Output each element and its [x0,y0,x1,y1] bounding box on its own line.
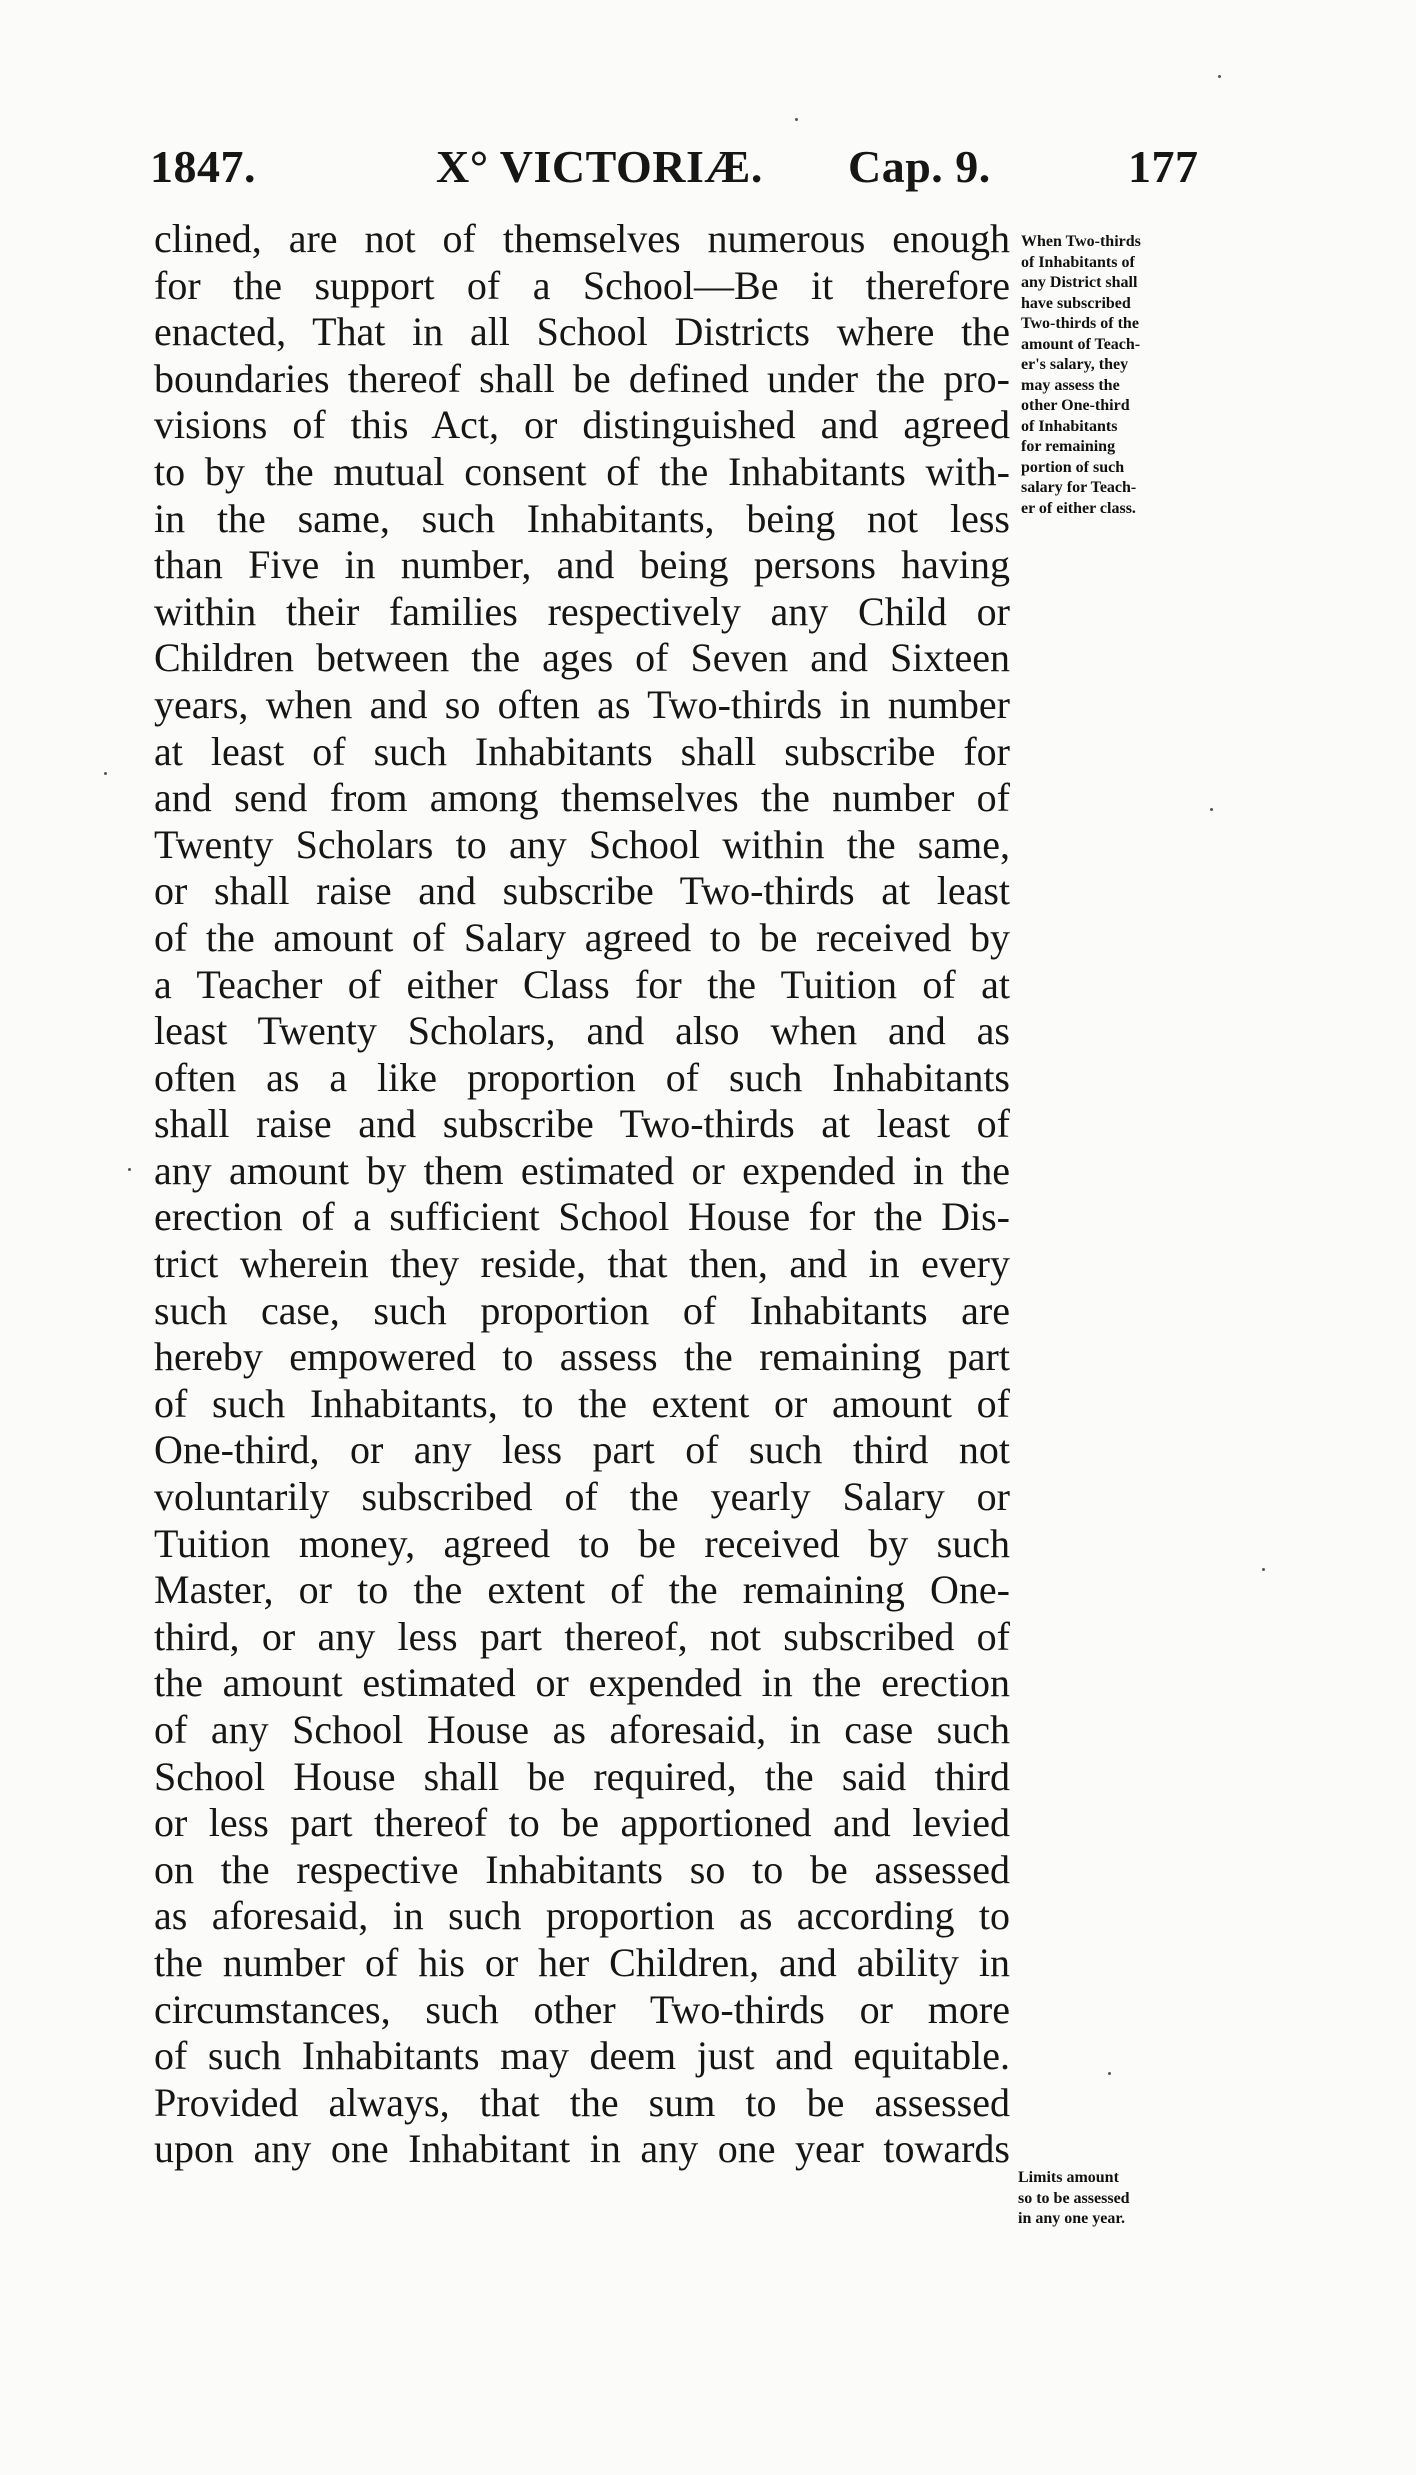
text-line: Tuition money, agreed to be received by such [154,1520,1010,1566]
marginal-note-line: of Inhabitants of [1021,253,1135,271]
marginal-note-assessment [1021,232,1221,519]
text-line: Twenty Scholars to any School within the same, [154,821,1010,867]
page-number: 177 [1128,141,1199,192]
marginal-note-line: in any one year. [1018,2210,1125,2227]
marginal-note-line: Two-thirds of the [1021,315,1139,332]
marginal-note-line: any District shall [1021,274,1138,291]
text-line: or less part thereof to be apportioned and levied [154,1800,1010,1846]
text-line: visions of this Act, or distinguished and agreed [154,402,1010,448]
text-line: years, when and so often as Two-thirds in number [154,681,1010,727]
text-line: such case, such proportion of Inhabitants are [154,1287,1010,1333]
text-line: clined, are not of themselves numerous enough [154,216,1010,261]
marginal-note-line: other One-third [1021,397,1130,414]
text-line: circumstances, such other Two-thirds or more [154,1986,1010,2032]
marginal-note-line: er's salary, they [1021,356,1129,373]
text-line: at least of such Inhabitants shall subscribe for [154,728,1010,774]
text-line: third, or any less part thereof, not subscribed of [154,1613,1010,1659]
marginal-note-line: salary for Teach- [1021,479,1137,496]
print-speck [1218,75,1221,78]
text-line: on the respective Inhabitants so to be assessed [154,1846,1010,1892]
text-line: often as a like proportion of such Inhabitants [154,1054,1010,1100]
text-line: trict wherein they reside, that then, and in every [154,1241,1010,1287]
text-line: within their families respectively any Child or [154,588,1010,634]
text-line: of such Inhabitants may deem just and equitable. [154,2033,1010,2079]
text-line: Provided always, that the sum to be assessed [154,2079,1010,2125]
statute-body-text [154,216,1010,2173]
text-line: than Five in number, and being persons having [154,542,1010,588]
text-line: of any School House as aforesaid, in case such [154,1707,1010,1752]
marginal-note-line: When Two-thirds [1021,233,1141,250]
text-line: the amount estimated or expended in the erection [154,1660,1010,1706]
text-line: hereby empowered to assess the remaining part [154,1334,1010,1380]
header-chapter: Cap. 9. [848,141,991,192]
marginal-note-line: Limits amount [1018,2169,1119,2186]
print-speck [795,118,798,121]
print-speck [104,772,107,775]
page-header [0,140,1416,200]
text-line: and send from among themselves the number of [154,775,1010,821]
text-line: or shall raise and subscribe Two-thirds at least [154,868,1010,914]
marginal-note-line: may assess the [1021,376,1120,394]
text-line: of such Inhabitants, to the extent or amount of [154,1380,1010,1426]
text-line: for the support of a School—Be it therefore [154,262,1010,308]
text-line: to by the mutual consent of the Inhabitants with- [154,448,1010,494]
text-line: least Twenty Scholars, and also when and as [154,1008,1010,1054]
text-line: of the amount of Salary agreed to be received by [154,914,1010,960]
text-line: the number of his or her Children, and ability in [154,1939,1010,1985]
marginal-note-line: of Inhabitants [1021,417,1118,435]
marginal-note-line: portion of such [1021,458,1125,476]
print-speck [1108,2072,1111,2075]
marginal-note-line: have subscribed [1021,294,1131,312]
text-line: Children between the ages of Seven and Sixteen [154,635,1010,681]
marginal-note-line: so to be assessed [1018,2189,1130,2207]
text-line: One-third, or any less part of such third not [154,1427,1010,1473]
marginal-note-line: for remaining [1021,438,1116,455]
print-speck [1262,1568,1265,1571]
text-line: a Teacher of either Class for the Tuition of at [154,961,1010,1007]
text-line: in the same, such Inhabitants, being not less [154,495,1010,541]
header-year: 1847. [150,141,256,192]
text-line: voluntarily subscribed of the yearly Salary or [154,1474,1010,1520]
text-line: enacted, That in all School Districts where the [154,309,1010,355]
text-line: upon any one Inhabitant in any one year towards [154,2126,1010,2172]
text-line: shall raise and subscribe Two-thirds at least of [154,1101,1010,1147]
marginal-note-line: amount of Teach- [1021,335,1141,353]
marginal-note-line: er of either class. [1021,499,1136,517]
text-line: erection of a sufficient School House for the Dis- [154,1194,1010,1240]
text-line: as aforesaid, in such proportion as according to [154,1893,1010,1939]
marginal-note-limits [1018,2168,1218,2230]
text-line: boundaries thereof shall be defined under the pro- [154,355,1010,401]
print-speck [1210,808,1213,811]
text-line: any amount by them estimated or expended in the [154,1147,1010,1193]
print-speck [128,1168,131,1171]
text-line: School House shall be required, the said third [154,1753,1010,1799]
header-regnal-year: X° VICTORIÆ. [436,141,763,192]
text-line: Master, or to the extent of the remaining One- [154,1567,1010,1613]
